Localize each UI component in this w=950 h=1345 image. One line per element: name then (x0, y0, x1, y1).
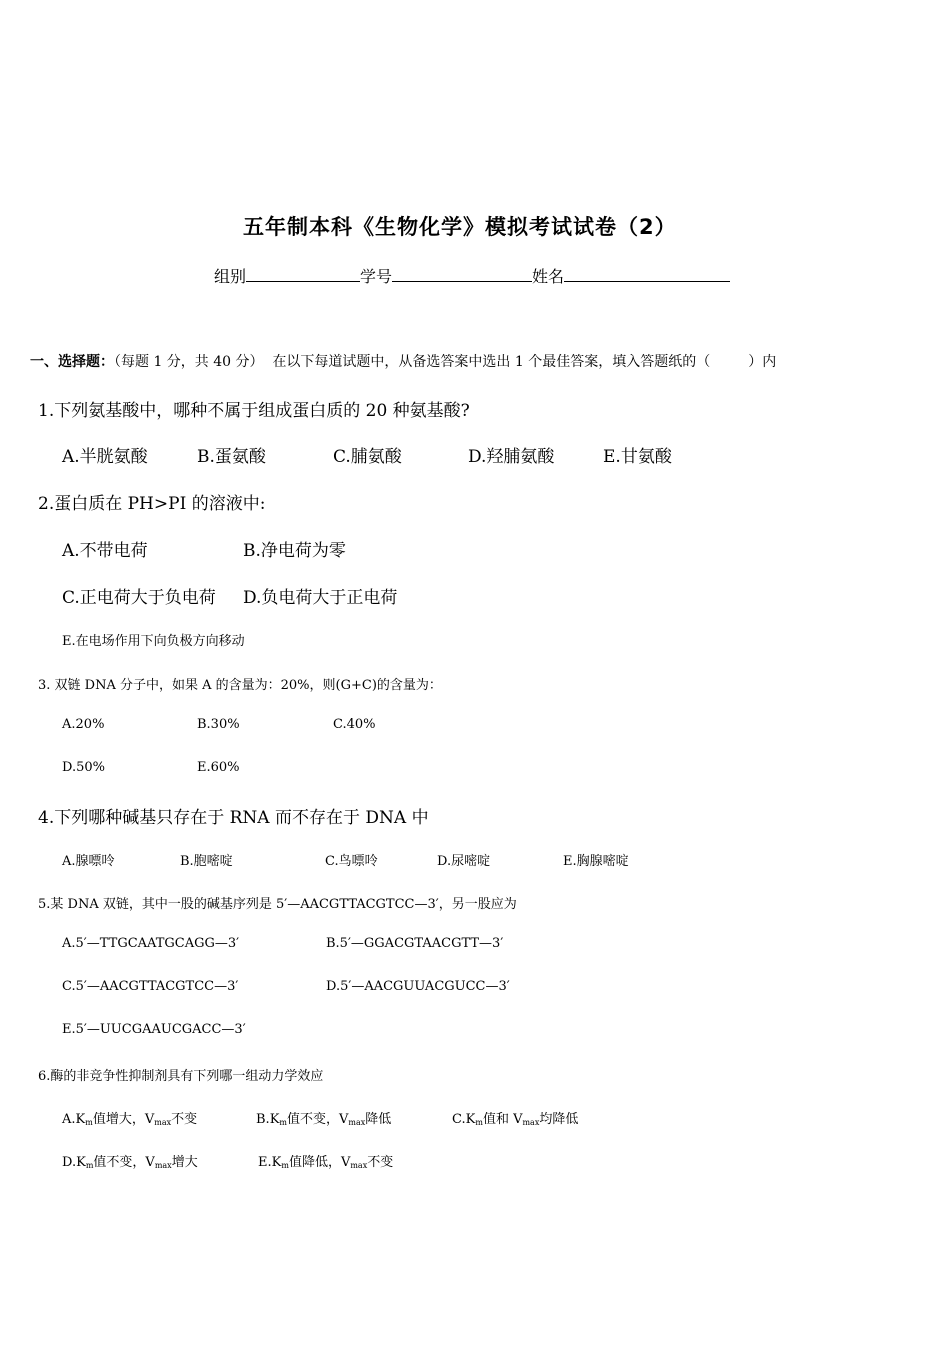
q6-option-d: $D.K_m$值不变，$V_{max}$增大 (62, 1155, 198, 1170)
q5-option-e: E.5′—UUCGAAUCGACC—3′ (62, 1022, 246, 1037)
q4-option-e: E.胸腺嘧啶 (563, 854, 629, 869)
question-4-stem: 4.下列哪种碱基只存在于 RNA 而不存在于 DNA 中 (38, 808, 429, 828)
q6-option-b: $B.K_m$值不变，$V_{max}$降低 (256, 1112, 392, 1127)
student-id-label: 学号 (360, 267, 393, 286)
q3-option-a: A.20% (62, 717, 105, 732)
question-6-stem: 6.酶的非竞争性抑制剂具有下列哪一组动力学效应 (38, 1069, 324, 1084)
q6-option-e: $E.K_m$值降低，$V_{max}$不变 (258, 1155, 394, 1170)
q4-option-b: B.胞嘧啶 (180, 854, 233, 869)
q3-option-b: B.30% (197, 717, 240, 732)
q6-option-c: $C.K_m$值和 $V_{max}$均降低 (452, 1112, 579, 1127)
question-3-stem: 3. 双链 DNA 分子中，如果 A 的含量为：20%，则(G+C)的含量为： (38, 678, 442, 693)
group-field[interactable] (246, 267, 360, 282)
q2-option-d: D.负电荷大于正电荷 (243, 588, 398, 608)
name-label: 姓名 (532, 267, 565, 286)
q2-option-e: E.在电场作用下向负极方向移动 (62, 634, 245, 649)
q3-option-e: E.60% (197, 760, 240, 775)
q1-option-b: B.蛋氨酸 (197, 447, 266, 467)
q5-option-d: D.5′—AACGUUACGUCC—3′ (326, 979, 510, 994)
q5-option-c: C.5′—AACGTTACGTCC—3′ (62, 979, 239, 994)
section-instruction-end: ）内 (748, 354, 777, 370)
q4-option-a: A.腺嘌呤 (62, 854, 115, 869)
student-id-field[interactable] (392, 267, 532, 282)
q3-option-c: C.40% (333, 717, 376, 732)
page-title: 五年制本科《生物化学》模拟考试试卷（2） (243, 215, 677, 239)
q3-option-d: D.50% (62, 760, 105, 775)
q6-option-a: $A.K_m$值增大，$V_{max}$不变 (62, 1112, 198, 1127)
student-info-line (214, 264, 730, 287)
q1-option-e: E.甘氨酸 (603, 447, 672, 467)
q2-option-c: C.正电荷大于负电荷 (62, 588, 216, 608)
q2-option-b: B.净电荷为零 (243, 541, 346, 561)
q1-option-c: C.脯氨酸 (333, 447, 402, 467)
q1-option-d: D.羟脯氨酸 (468, 447, 555, 467)
q4-option-c: C.鸟嘌呤 (325, 854, 378, 869)
q1-option-a: A.半胱氨酸 (62, 447, 148, 467)
question-2-stem: 2.蛋白质在 PH>PI 的溶液中: (38, 494, 266, 514)
section-heading (30, 351, 776, 371)
question-5-stem: 5.某 DNA 双链，其中一股的碱基序列是 5′—AACGTTACGTCC—3′，另一股应为 (38, 897, 517, 912)
section-instruction: 在以下每道试题中，从备选答案中选出 1 个最佳答案，填入答题纸的（ (272, 354, 711, 370)
group-label: 组别 (214, 267, 247, 286)
name-field[interactable] (564, 267, 730, 282)
section-scoring: （每题 1 分，共 40 分） (114, 354, 264, 370)
q4-option-d: D.尿嘧啶 (437, 854, 491, 869)
q5-option-b: B.5′—GGACGTAACGTT—3′ (326, 936, 504, 951)
question-1-stem: 1.下列氨基酸中，哪种不属于组成蛋白质的 20 种氨基酸? (38, 401, 470, 421)
q2-option-a: A.不带电荷 (62, 541, 148, 561)
q5-option-a: A.5′—TTGCAATGCAGG—3′ (62, 936, 240, 951)
section-title: 一、选择题： (30, 354, 114, 370)
